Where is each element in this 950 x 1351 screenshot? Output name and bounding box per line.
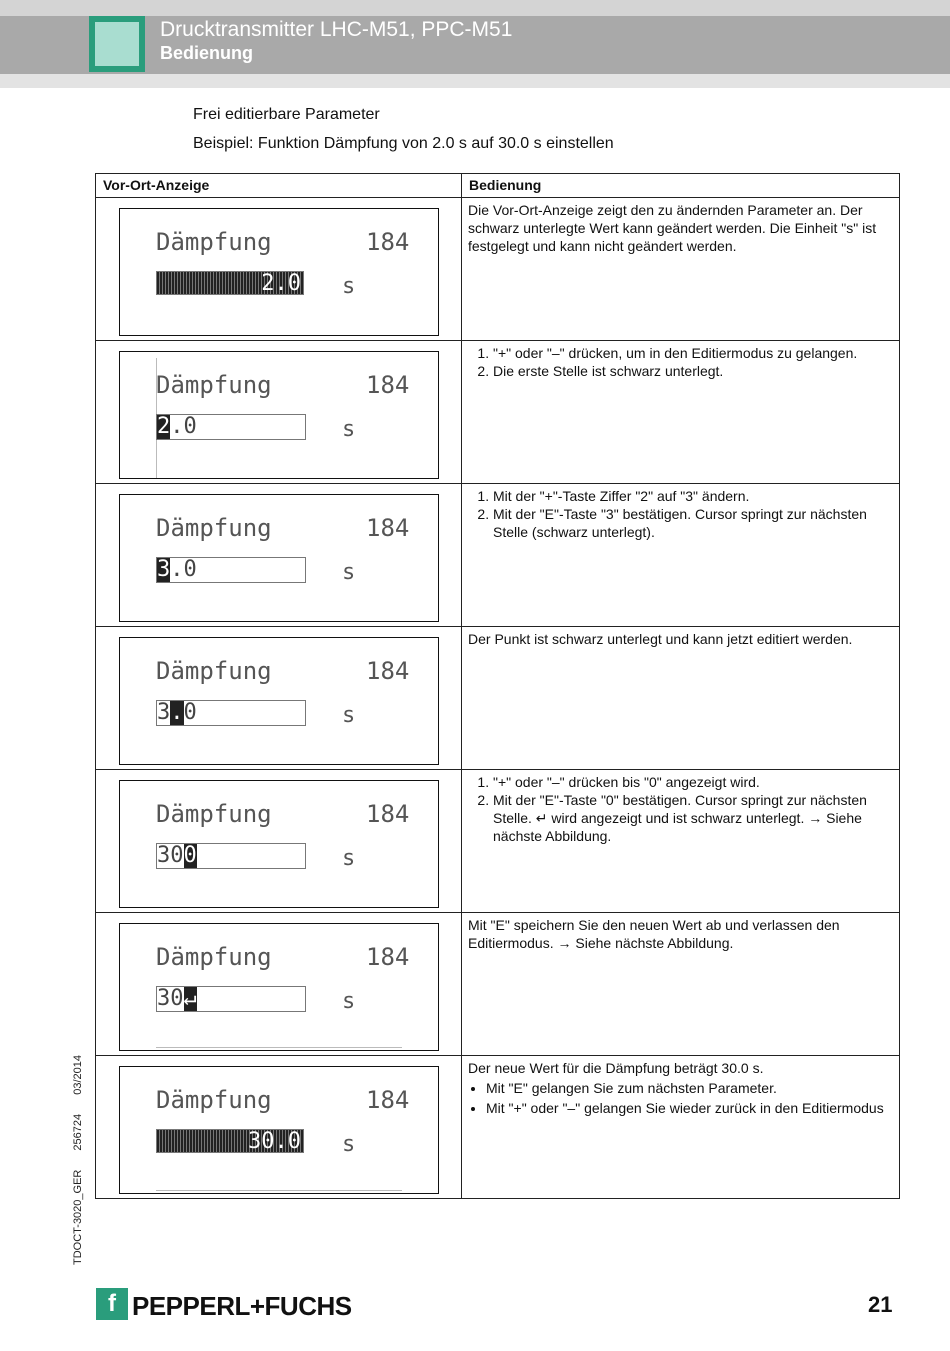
lcd-unit: s — [342, 274, 356, 299]
lcd-param-name: Dämpfung — [156, 657, 272, 685]
table-row — [96, 770, 900, 913]
lcd-highlighted-digit: 3 — [157, 557, 171, 582]
lcd-display — [119, 208, 439, 336]
lcd-bottom-line — [156, 1047, 402, 1048]
col-header-operation: Bedienung — [462, 174, 900, 198]
lcd-value — [156, 414, 306, 440]
lcd-param-number: 184 — [366, 1086, 410, 1114]
step-list — [468, 487, 893, 541]
lcd-value-rest: .0 — [170, 414, 197, 439]
lcd-param-name: Dämpfung — [156, 800, 272, 828]
top-bar — [0, 0, 950, 16]
bullet-item: • Mit "+" oder "–" gelangen Sie wieder zurück in den Editiermodus — [486, 1099, 893, 1117]
doc-date: 03/2014 — [72, 1055, 84, 1095]
col-header-display: Vor-Ort-Anzeige — [96, 174, 462, 198]
header-strip — [0, 74, 950, 88]
header-square-icon — [89, 16, 145, 72]
step-item: 1. "+" oder "–" drücken bis "0" angezeigt wird. — [493, 773, 893, 791]
doc-id: TDOCT-3020_GER — [72, 1169, 84, 1265]
lcd-display — [119, 351, 439, 479]
table-row — [96, 341, 900, 484]
logo-mark-icon: f — [96, 1288, 128, 1320]
row-description: Mit "E" speichern Sie den neuen Wert ab und verlassen den Editiermodus. → Siehe nächste Abbildung. — [462, 913, 900, 1056]
step-item: 1. "+" oder "–" drücken, um in den Editiermodus zu gelangen. — [493, 344, 893, 362]
lcd-unit: s — [342, 417, 356, 442]
lcd-display — [119, 1066, 439, 1194]
lcd-unit: s — [342, 560, 356, 585]
lcd-value-rest: .0 — [170, 557, 197, 582]
step-item: 2. Mit der "E"-Taste "3" bestätigen. Cursor springt zur nächsten Stelle (schwarz unterlegt). — [493, 505, 893, 541]
lcd-value: 2.0 — [156, 271, 304, 295]
lcd-param-name: Dämpfung — [156, 514, 272, 542]
lcd-param-name: Dämpfung — [156, 371, 272, 399]
lcd-display — [119, 637, 439, 765]
lcd-highlighted-digit: 0 — [183, 843, 197, 868]
operation-table — [95, 173, 900, 1199]
doc-number: 256724 — [72, 1113, 84, 1151]
lcd-enter-symbol: ↵ — [183, 986, 197, 1011]
lcd-value — [156, 843, 306, 869]
lcd-value-prefix: 30 — [157, 986, 184, 1011]
step-item: 2. Mit der "E"-Taste "0" bestätigen. Cursor springt zur nächsten Stelle. ↵ wird angezeigt und ist schwarz unterlegt. → Siehe nächste Abbildung. — [493, 791, 893, 845]
step-list — [468, 773, 893, 845]
lcd-display — [119, 923, 439, 1051]
step-item: 2. Die erste Stelle ist schwarz unterlegt. — [493, 362, 893, 380]
lcd-highlighted-digit: . — [170, 700, 184, 725]
row-description: Der neue Wert für die Dämpfung beträgt 30.0 s. — [468, 1060, 764, 1076]
lcd-value — [156, 700, 306, 726]
lcd-param-name: Dämpfung — [156, 228, 272, 256]
lcd-param-name: Dämpfung — [156, 943, 272, 971]
lcd-value-prefix: 3 — [157, 700, 171, 725]
lcd-highlighted-digit: 2 — [157, 414, 171, 439]
table-row — [96, 198, 900, 341]
table-row — [96, 913, 900, 1056]
lcd-param-number: 184 — [366, 800, 410, 828]
section-title: Frei editierbare Parameter — [193, 106, 380, 123]
lcd-display — [119, 494, 439, 622]
lcd-value — [156, 557, 306, 583]
lcd-param-number: 184 — [366, 371, 410, 399]
bullet-list — [468, 1079, 893, 1117]
page-header — [0, 16, 950, 74]
lcd-unit: s — [342, 846, 356, 871]
lcd-value — [156, 986, 306, 1012]
lcd-bottom-line — [156, 1190, 402, 1191]
page-number: 21 — [868, 1292, 893, 1317]
row-description: Der Punkt ist schwarz unterlegt und kann jetzt editiert werden. — [462, 627, 900, 770]
table-row — [96, 627, 900, 770]
row-description: Die Vor-Ort-Anzeige zeigt den zu ändernden Parameter an. Der schwarz unterlegte Wert kann geändert werden. Die Einheit "s" ist festgelegt und kann nicht geändert werden. — [462, 198, 900, 341]
lcd-display — [119, 780, 439, 908]
header-title: Drucktransmitter LHC-M51, PPC-M51 — [160, 18, 513, 41]
lcd-unit: s — [342, 703, 356, 728]
table-row — [96, 484, 900, 627]
logo-text: PEPPERL+FUCHS — [132, 1291, 352, 1321]
bullet-item: • Mit "E" gelangen Sie zum nächsten Parameter. — [486, 1079, 893, 1097]
lcd-param-number: 184 — [366, 228, 410, 256]
lcd-param-number: 184 — [366, 657, 410, 685]
lcd-param-name: Dämpfung — [156, 1086, 272, 1114]
lcd-unit: s — [342, 989, 356, 1014]
lcd-unit: s — [342, 1132, 356, 1157]
step-item: 1. Mit der "+"-Taste Ziffer "2" auf "3" ändern. — [493, 487, 893, 505]
section-example: Beispiel: Funktion Dämpfung von 2.0 s auf 30.0 s einstellen — [193, 135, 614, 152]
step-list — [468, 344, 893, 380]
lcd-value-rest: 0 — [183, 700, 197, 725]
lcd-value: 30.0 — [156, 1129, 304, 1153]
side-doc-info — [72, 1039, 84, 1265]
lcd-param-number: 184 — [366, 514, 410, 542]
table-row — [96, 1056, 900, 1199]
lcd-param-number: 184 — [366, 943, 410, 971]
lcd-value-prefix: 30 — [157, 843, 184, 868]
header-subtitle: Bedienung — [160, 43, 253, 63]
